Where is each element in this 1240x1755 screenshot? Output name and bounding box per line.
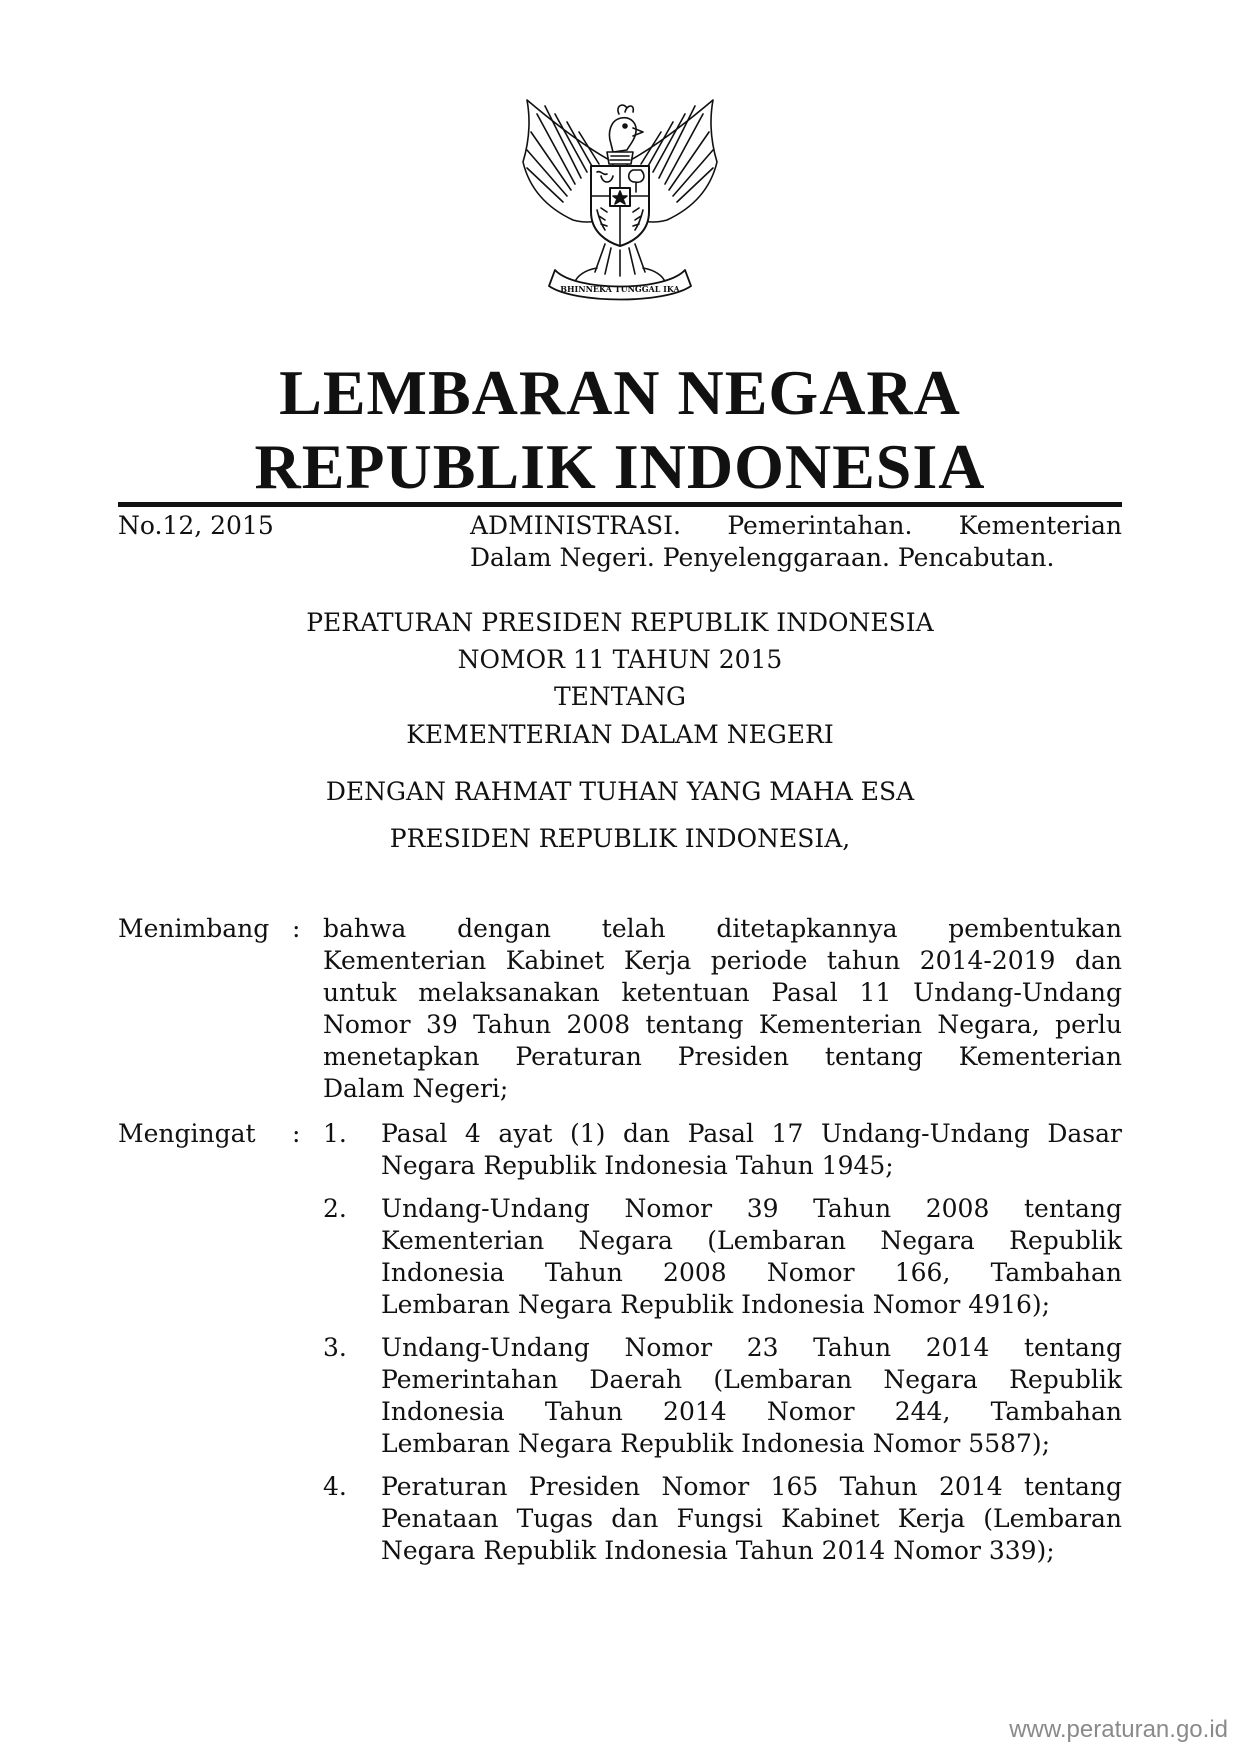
mengingat-label: Mengingat (118, 1119, 256, 1148)
text-line: Lembaran Negara Republik Indonesia Nomor 5587); (381, 1429, 1051, 1458)
header-divider (118, 502, 1122, 507)
text-line: Pemerintahan Daerah (Lembaran Negara Republik (381, 1365, 1122, 1394)
mengingat-item-4 (381, 1471, 1122, 1567)
text-line: Undang-Undang Nomor 23 Tahun 2014 tentang (381, 1333, 1122, 1362)
regulation-subject: KEMENTERIAN DALAM NEGERI (406, 720, 834, 749)
text-line: Negara Republik Indonesia Tahun 1945; (381, 1151, 894, 1180)
preamble-president: PRESIDEN REPUBLIK INDONESIA, (389, 824, 851, 853)
mengingat-item-2 (381, 1193, 1122, 1321)
emblem-motto: BHINNEKA TUNGGAL IKA (560, 284, 680, 294)
gazette-subject (470, 510, 1122, 574)
text-line: Nomor 39 Tahun 2008 tentang Kementerian Negara, perlu (323, 1010, 1122, 1039)
text-line: Peraturan Presiden Nomor 165 Tahun 2014 tentang (381, 1472, 1122, 1501)
preamble-line: DENGAN RAHMAT TUHAN YANG MAHA ESA (325, 777, 915, 806)
text-line: untuk melaksanakan ketentuan Pasal 11 Undang-Undang (323, 978, 1122, 1007)
subject-line: ADMINISTRASI. Pemerintahan. Kementerian (470, 511, 1122, 540)
text-line: Undang-Undang Nomor 39 Tahun 2008 tentang (381, 1194, 1122, 1223)
gazette-serial-number: No.12, 2015 (118, 511, 274, 540)
source-watermark: www.peraturan.go.id (1009, 1716, 1228, 1743)
regulation-number: NOMOR 11 TAHUN 2015 (457, 645, 783, 674)
text-line: Pasal 4 ayat (1) dan Pasal 17 Undang-Undang Dasar (381, 1119, 1122, 1148)
text-line: Indonesia Tahun 2008 Nomor 166, Tambahan (381, 1258, 1122, 1287)
text-line: bahwa dengan telah ditetapkannya pembentukan (323, 914, 1122, 943)
mengingat-item-1 (381, 1118, 1122, 1182)
mengingat-colon: : (292, 1119, 301, 1148)
text-line: Kementerian Negara (Lembaran Negara Republik (381, 1226, 1122, 1255)
gazette-title-line2: REPUBLIK INDONESIA (254, 431, 986, 502)
gazette-title-line1: LEMBARAN NEGARA (279, 357, 961, 428)
regulation-about-label: TENTANG (553, 682, 686, 711)
text-line: Negara Republik Indonesia Tahun 2014 Nomor 339); (381, 1536, 1055, 1565)
text-line: Indonesia Tahun 2014 Nomor 244, Tambahan (381, 1397, 1122, 1426)
text-line: Lembaran Negara Republik Indonesia Nomor 4916); (381, 1290, 1051, 1319)
mengingat-item-3 (381, 1332, 1122, 1460)
text-line: Penataan Tugas dan Fungsi Kabinet Kerja (Lembaran (381, 1504, 1122, 1533)
list-item-number: 1. (323, 1119, 347, 1148)
subject-line: Dalam Negeri. Penyelenggaraan. Pencabutan. (470, 543, 1055, 572)
menimbang-text (323, 913, 1122, 1105)
garuda-emblem (515, 92, 725, 307)
text-line: menetapkan Peraturan Presiden tentang Kementerian (323, 1042, 1122, 1071)
menimbang-colon: : (292, 914, 301, 943)
list-item-number: 4. (323, 1472, 347, 1501)
list-item-number: 3. (323, 1333, 347, 1362)
text-line: Dalam Negeri; (323, 1074, 509, 1103)
regulation-type: PERATURAN PRESIDEN REPUBLIK INDONESIA (306, 608, 934, 637)
menimbang-label: Menimbang (118, 914, 270, 943)
text-line: Kementerian Kabinet Kerja periode tahun 2014-2019 dan (323, 946, 1122, 975)
list-item-number: 2. (323, 1194, 347, 1223)
